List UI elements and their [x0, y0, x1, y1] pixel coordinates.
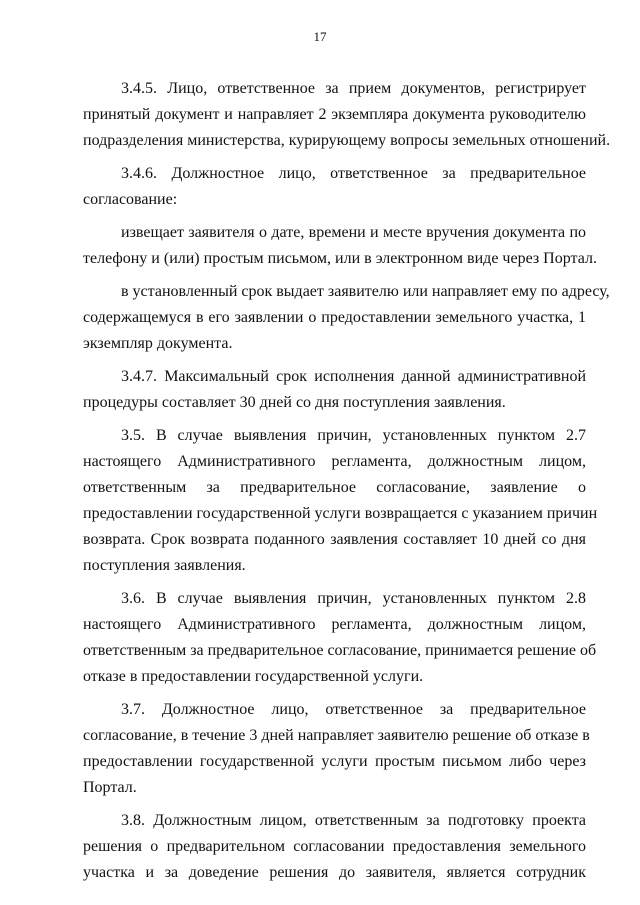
text-line: участка и за доведение решения до заявителя, является сотрудник [83, 864, 586, 881]
text-line: экземпляр документа. [83, 335, 233, 352]
text-line: решения о предварительном согласовании предоставления земельного [83, 838, 586, 855]
text-line: извещает заявителя о дате, времени и месте вручения документа по [121, 224, 586, 241]
paragraph-issue [83, 279, 610, 357]
text-line: настоящего Административного регламента, должностным лицом, [83, 453, 586, 470]
text-line: возврата. Срок возврата поданного заявления составляет 10 дней со дня [83, 531, 586, 548]
text-line: 3.4.5. Лицо, ответственное за прием документов, регистрирует [121, 80, 586, 97]
paragraph-3-4-5 [83, 76, 611, 154]
document-body [83, 76, 611, 886]
text-line: 3.6. В случае выявления причин, установленных пунктом 2.8 [121, 590, 586, 607]
text-line: в установленный срок выдает заявителю или направляет ему по адресу, [121, 283, 610, 300]
text-line: ответственным за предварительное согласование, заявление о [83, 479, 586, 496]
paragraph-3-4-6 [83, 161, 586, 213]
text-line: согласование, в течение 3 дней направляет заявителю решение об отказе в [83, 727, 590, 744]
paragraph-3-4-7 [83, 364, 586, 416]
text-line: телефону и (или) простым письмом, или в электронном виде через Портал. [83, 250, 597, 267]
text-line: 3.8. Должностным лицом, ответственным за подготовку проекта [121, 812, 586, 829]
paragraph-3-7 [83, 697, 590, 801]
text-line: Портал. [83, 779, 137, 796]
text-line: подразделения министерства, курирующему вопросы земельных отношений. [83, 132, 611, 149]
paragraph-notify [83, 220, 597, 272]
text-line: процедуры составляет 30 дней со дня поступления заявления. [83, 394, 506, 411]
text-line: поступления заявления. [83, 557, 246, 574]
text-line: настоящего Административного регламента, должностным лицом, [83, 616, 586, 633]
page-number: 17 [313, 29, 327, 44]
text-line: 3.5. В случае выявления причин, установленных пунктом 2.7 [121, 427, 586, 444]
paragraph-3-6 [83, 586, 597, 690]
text-line: согласование: [83, 191, 178, 208]
text-line: принятый документ и направляет 2 экземпляра документа руководителю [83, 106, 586, 123]
text-line: предоставлении государственной услуги возвращается с указанием причин [83, 505, 598, 522]
text-line: предоставлении государственной услуги простым письмом либо через [83, 753, 586, 770]
text-line: содержащемуся в его заявлении о предоставлении земельного участка, 1 [83, 309, 586, 326]
paragraph-3-5 [83, 423, 598, 579]
text-line: 3.7. Должностное лицо, ответственное за предварительное [121, 701, 586, 718]
text-line: 3.4.7. Максимальный срок исполнения данной административной [121, 368, 586, 385]
paragraph-3-8 [83, 808, 586, 886]
text-line: отказе в предоставлении государственной услуги. [83, 668, 424, 685]
text-line: 3.4.6. Должностное лицо, ответственное за предварительное [121, 165, 586, 182]
text-line: ответственным за предварительное согласование, принимается решение об [83, 642, 597, 659]
